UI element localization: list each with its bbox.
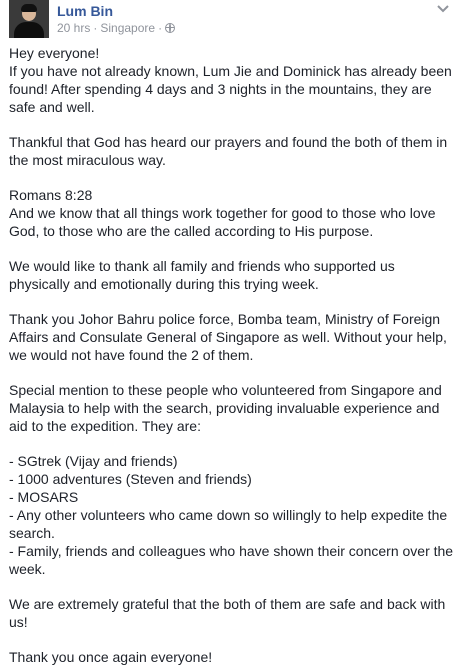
chevron-down-icon[interactable] [437,4,449,14]
post-meta [57,21,175,35]
post-paragraph-1: If you have not already known, Lum Jie and Dominick has already been found! After spending 4 days and 3 nights in the mountains, they are safe and well. [9,63,452,115]
avatar-body [14,22,44,38]
post-content [9,44,457,666]
volunteer-list [9,452,457,578]
author-name[interactable]: Lum Bin [57,3,113,19]
post-paragraph-6: We are extremely grateful that the both of them are safe and back with us! [9,596,446,630]
post-paragraph-3: We would like to thank all family and friends who supported us physically and emotionally during this trying week. [9,258,395,292]
avatar[interactable] [9,0,49,38]
post-time[interactable]: 20 hrs [57,21,91,35]
post-location[interactable]: Singapore [100,21,156,35]
list-item: - SGtrek (Vijay and friends) [9,453,178,469]
post-verse-ref: Romans 8:28 [9,187,93,203]
avatar-hair [21,4,37,12]
post-verse: And we know that all things work together for good to those who love God, to those who are the called according to His purpose. [9,205,436,239]
post-paragraph-2: Thankful that God has heard our prayers and found the both of them in the most miraculous way. [9,134,448,168]
meta-separator-2: · [158,21,163,35]
post-greeting: Hey everyone! [9,45,100,61]
post-paragraph-4: Thank you Johor Bahru police force, Bomba team, Ministry of Foreign Affairs and Consulate General of Singapore as well. Without your help, we would not have found the 2 of them. [9,311,447,363]
post-header [9,0,461,40]
globe-icon[interactable] [165,23,175,33]
list-item: - Any other volunteers who came down so willingly to help expedite the search. [9,507,448,541]
list-item: - Family, friends and colleagues who have shown their concern over the week. [9,543,454,577]
post-paragraph-5: Special mention to these people who volunteered from Singapore and Malaysia to help with the search, providing invaluable experience and aid to the expedition. They are: [9,382,442,434]
post-paragraph-7: Thank you once again everyone! [9,649,213,665]
meta-separator: · [93,21,98,35]
list-item: - 1000 adventures (Steven and friends) [9,471,252,487]
list-item: - MOSARS [9,489,79,505]
